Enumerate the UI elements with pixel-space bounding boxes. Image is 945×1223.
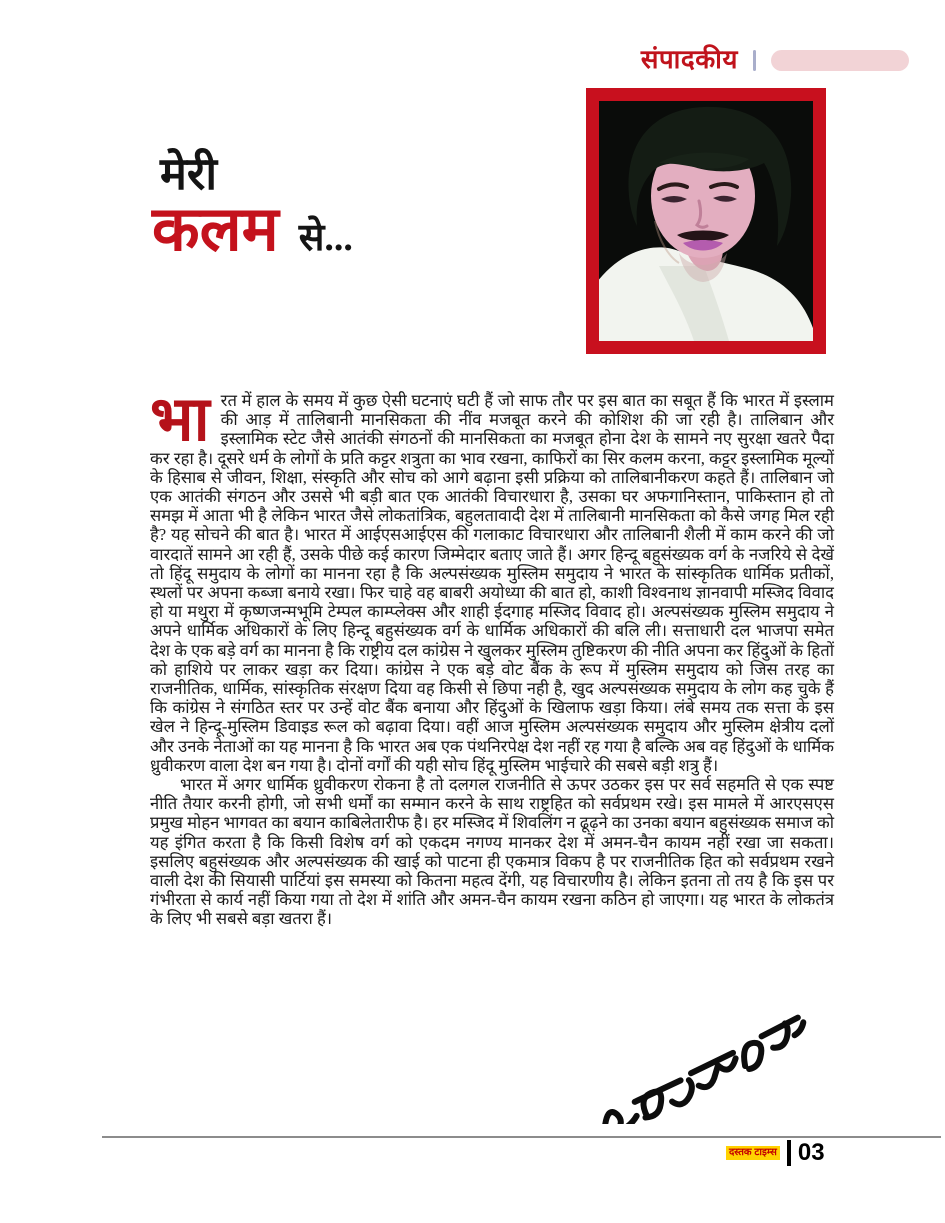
article-body: [150, 386, 834, 929]
title-word-se: से...: [298, 217, 353, 259]
page-number: 03: [797, 1139, 825, 1166]
article-paragraph-2: [150, 775, 834, 929]
footer-vertical-bar: [787, 1140, 791, 1166]
author-photo: [586, 88, 826, 354]
paragraph-1-text: रत में हाल के समय में कुछ ऐसी घटनाएं घटी हैं जो साफ तौर पर इस बात का सबूत हैं कि भारत में इस्लाम की आड़ में तालिबानी मानसिकता की नींव मजबूत करने की कोशिश की जा रही है। तालिबान और इस्लामिक स्टेट जैसे आतंकी संगठनों की मानसिकता का मजबूत होना देश के सामने नए सुरक्षा खतरे पैदा कर रहा है। दूसरे धर्म के लोगों के प्रति कट्टर शत्रुता का भाव रखना, काफिरों का सिर कलम करना, कट्टर इस्लामिक मूल्यों के हिसाब से जीवन, शिक्षा, संस्कृति और सोच को आगे बढ़ाना इसी प्रक्रिया को तालिबानीकरण कहते हैं। तालिबान जो एक आतंकी संगठन और उससे भी बड़ी बात एक आतंकी विचारधारा है, उसका घर अफगानिस्तान, पाकिस्तान हो तो समझ में आता भी है लेकिन भारत जैसे लोकतांत्रिक, बहुलतावादी देश में तालिबानी मानसिकता को कैसे जगह मिल रही है? यह सोचने की बात है। भारत में आईएसआईएस की गलाकाट विचारधारा और तालिबानी शैली में काम करने की जो वारदातें सामने आ रही हैं, उसके पीछे कई कारण जिम्मेदार बताए जाते हैं। अगर हिन्दू बहुसंख्यक वर्ग के नजरिये से देखें तो हिंदू समुदाय के लोगों का मानना रहा है कि अल्पसंख्यक मुस्लिम समुदाय ने भारत के सांस्कृतिक धार्मिक प्रतीकों, स्थलों पर अपना कब्जा बनाये रखा। फिर चाहे वह बाबरी अयोध्या की बात हो, काशी विश्वनाथ ज्ञानवापी मस्जिद विवाद हो या मथुरा में कृष्णजन्मभूमि टेम्पल काम्प्लेक्स और शाही ईदगाह मस्जिद विवाद हो। अल्पसंख्यक मुस्लिम समुदाय ने अपने धार्मिक अधिकारों के लिए हिन्दू बहुसंख्यक वर्ग के धार्मिक अधिकारों की बलि ली। सत्ताधारी दल भाजपा समेत देश के एक बड़े वर्ग का मानना है कि राष्ट्रीय दल कांग्रेस ने खुलकर मुस्लिम तुष्टिकरण की नीति अपना कर हिंदुओं के हितों को हाशिये पर लाकर खड़ा कर दिया। कांग्रेस ने एक बड़े वोट बैंक के रूप में मुस्लिम समुदाय को जिस तरह का राजनीतिक, धार्मिक, सांस्कृतिक संरक्षण दिया वह किसी से छिपा नही है, खुद अल्पसंख्यक समुदाय के लोग कह चुके हैं कि कांग्रेस ने संगठित स्तर पर उन्हें वोट बैंक बनाया और हिंदुओं के खिलाफ खड़ा किया। लंबे समय तक सत्ता के इस खेल ने हिन्दू-मुस्लिम डिवाइड रूल को बढ़ावा दिया। वहीं आज मुस्लिम अल्पसंख्यक समुदाय और मुस्लिम क्षेत्रीय दलों और उनके नेताओं का यह मानना है कि भारत अब एक पंथनिरपेक्ष देश नहीं रह गया है बल्कि अब वह हिंदुओं के धार्मिक ध्रुवीकरण वाला देश बन गया है। दोनों वर्गों की यही सोच हिंदू मुस्लिम भाईचारे की सबसे बड़ी शत्रु हैं।: [150, 391, 834, 775]
article-paragraph-1: [150, 386, 834, 775]
title-word-kalam: कलम: [152, 196, 279, 264]
dropcap: भा: [150, 386, 210, 454]
title-word-meri: मेरी: [160, 149, 217, 199]
page-header: [641, 47, 909, 73]
article-title: [152, 149, 353, 264]
section-title: संपादकीय: [640, 45, 738, 74]
magazine-logo: दस्तक टाइम्स: [726, 1146, 780, 1161]
paragraph-2-text: भारत में अगर धार्मिक ध्रुवीकरण रोकना है तो दलगल राजनीति से ऊपर उठकर इस पर सर्व सहमति से एक स्पष्ट नीति तैयार करनी होगी, जो सभी धर्मों का सम्मान करने के साथ राष्ट्रहित को सर्वप्रथम रखे। इस मामले में आरएसएस प्रमुख मोहन भागवत का बयान काबिलेतारीफ है। हर मस्जिद में शिवलिंग न ढूढ़ने का उनका बयान बहुसंख्यक समाज को यह इंगित करता है कि किसी विशेष वर्ग को एकदम नगण्य मानकर देश में अमन-चैन कायम नहीं रखा जा सकता। इसलिए बहुसंख्यक और अल्पसंख्यक की खाई को पाटना ही एकमात्र विकप है पर राजनीतिक हित को सर्वप्रथम रखने वाली देश की सियासी पार्टियां इस समस्या को कितना महत्व देंगी, यह विचारणीय है। लेकिन इतना तो तय है कि इस पर गंभीरता से कार्य नहीं किया गया तो देश में शांति और अमन-चैन कायम रखना कठिन हो जाएगा। यह भारत के लोकतंत्र के लिए भी सबसे बड़ा खतरा हैं।: [150, 775, 834, 929]
signature-scrawl: [572, 1012, 832, 1124]
author-signature: [572, 1012, 832, 1124]
author-portrait-illustration: [599, 101, 813, 341]
header-divider: [753, 50, 756, 71]
footer-divider-line: [102, 1136, 941, 1138]
masthead-blur-pill: [771, 50, 909, 71]
footer: [726, 1140, 825, 1166]
title-line2: [152, 196, 353, 264]
